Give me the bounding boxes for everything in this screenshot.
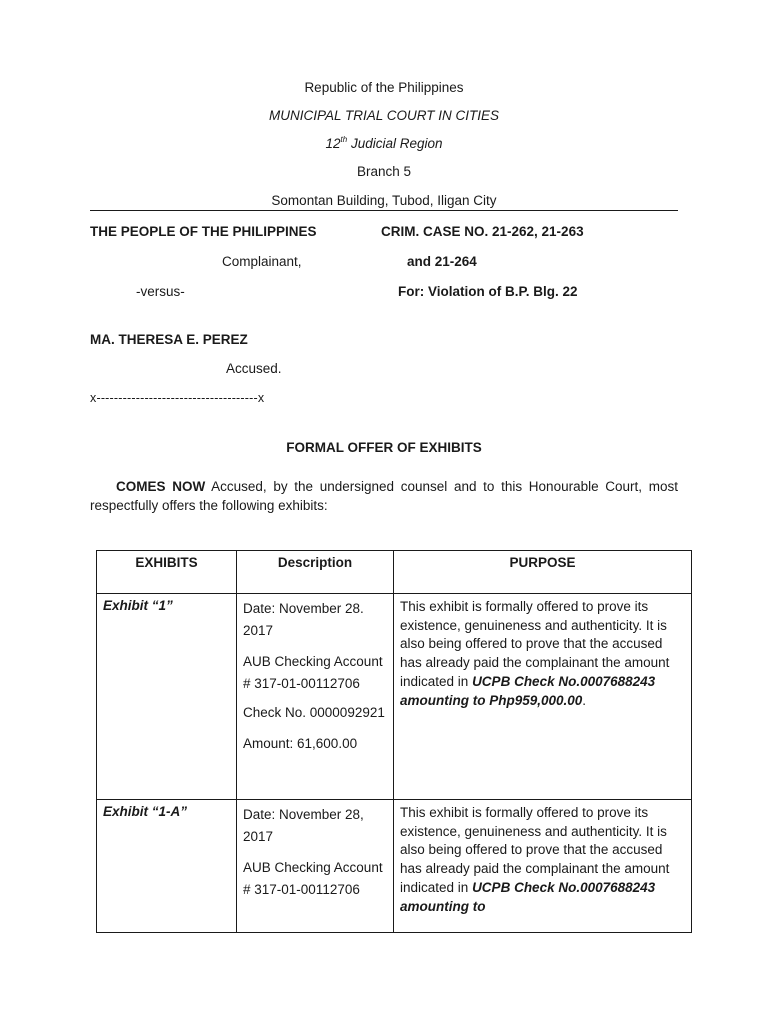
region-number: 12 — [325, 136, 341, 151]
exhibit-label: Exhibit “1” — [103, 598, 173, 613]
region-ordinal: th — [340, 135, 348, 144]
court-name: MUNICIPAL TRIAL COURT IN CITIES — [268, 108, 500, 123]
table-row — [97, 594, 692, 800]
description-account: AUB Checking Account # 317-01-00112706 — [243, 654, 383, 691]
description-cell — [237, 594, 394, 800]
intro-lead: COMES NOW — [116, 479, 206, 494]
header-purpose: PURPOSE — [394, 551, 692, 594]
document-title: FORMAL OFFER OF EXHIBITS — [286, 440, 482, 455]
purpose-emphasis: UCPB Check No.0007688243 amounting to — [400, 879, 656, 914]
exhibit-cell — [97, 594, 237, 800]
purpose-end: . — [582, 692, 587, 708]
case-number-line2: and 21-264 — [407, 254, 477, 269]
versus-label: -versus- — [136, 284, 185, 299]
description-account: AUB Checking Account # 317-01-00112706 — [243, 860, 383, 897]
purpose-body: This exhibit is formally offered to prove its existence, genuineness and authenticity. It is also being offered to prove that the accused has already paid the complainant the amount indicated in — [400, 599, 670, 689]
description-date: Date: November 28. 2017 — [243, 601, 364, 638]
purpose-emphasis: UCPB Check No.0007688243 amounting to Php959,000.00 — [400, 673, 656, 708]
offense-line: For: Violation of B.P. Blg. 22 — [398, 284, 578, 299]
intro-paragraph — [90, 477, 678, 515]
header-exhibits: EXHIBITS — [97, 551, 237, 594]
header-rule — [90, 210, 678, 211]
accused-name: MA. THERESA E. PEREZ — [90, 332, 248, 347]
caption-divider: x-------------------------------------x — [90, 391, 265, 405]
exhibit-label: Exhibit “1-A” — [103, 804, 188, 819]
court-address: Somontan Building, Tubod, Iligan City — [271, 193, 497, 208]
purpose-text — [400, 804, 685, 916]
exhibit-cell — [97, 800, 237, 933]
republic-line: Republic of the Philippines — [304, 80, 464, 95]
accused-role: Accused. — [226, 361, 282, 376]
purpose-body: This exhibit is formally offered to prove its existence, genuineness and authenticity. It is also being offered to prove that the accused has already paid the complainant the amount indicated in — [400, 805, 670, 895]
region-label: Judicial Region — [347, 136, 443, 151]
description-check: Check No. 0000092921 — [243, 705, 385, 720]
table-header-row — [97, 551, 692, 594]
table-row — [97, 800, 692, 933]
description-cell — [237, 800, 394, 933]
description-date: Date: November 28, 2017 — [243, 807, 364, 844]
purpose-cell — [394, 594, 692, 800]
case-number-line1: CRIM. CASE NO. 21-262, 21-263 — [381, 224, 584, 239]
header-description: Description — [237, 551, 394, 594]
purpose-cell — [394, 800, 692, 933]
exhibits-table — [96, 550, 692, 933]
plaintiff-role: Complainant, — [222, 254, 302, 269]
judicial-region — [0, 136, 768, 151]
description-amount: Amount: 61,600.00 — [243, 735, 358, 751]
plaintiff-name: THE PEOPLE OF THE PHILIPPINES — [90, 224, 317, 239]
purpose-text — [400, 598, 685, 710]
branch-line: Branch 5 — [356, 164, 412, 179]
intro-text: Accused, by the undersigned counsel and to this Honourable Court, most respectfully offers the following exhibits: — [90, 479, 678, 513]
